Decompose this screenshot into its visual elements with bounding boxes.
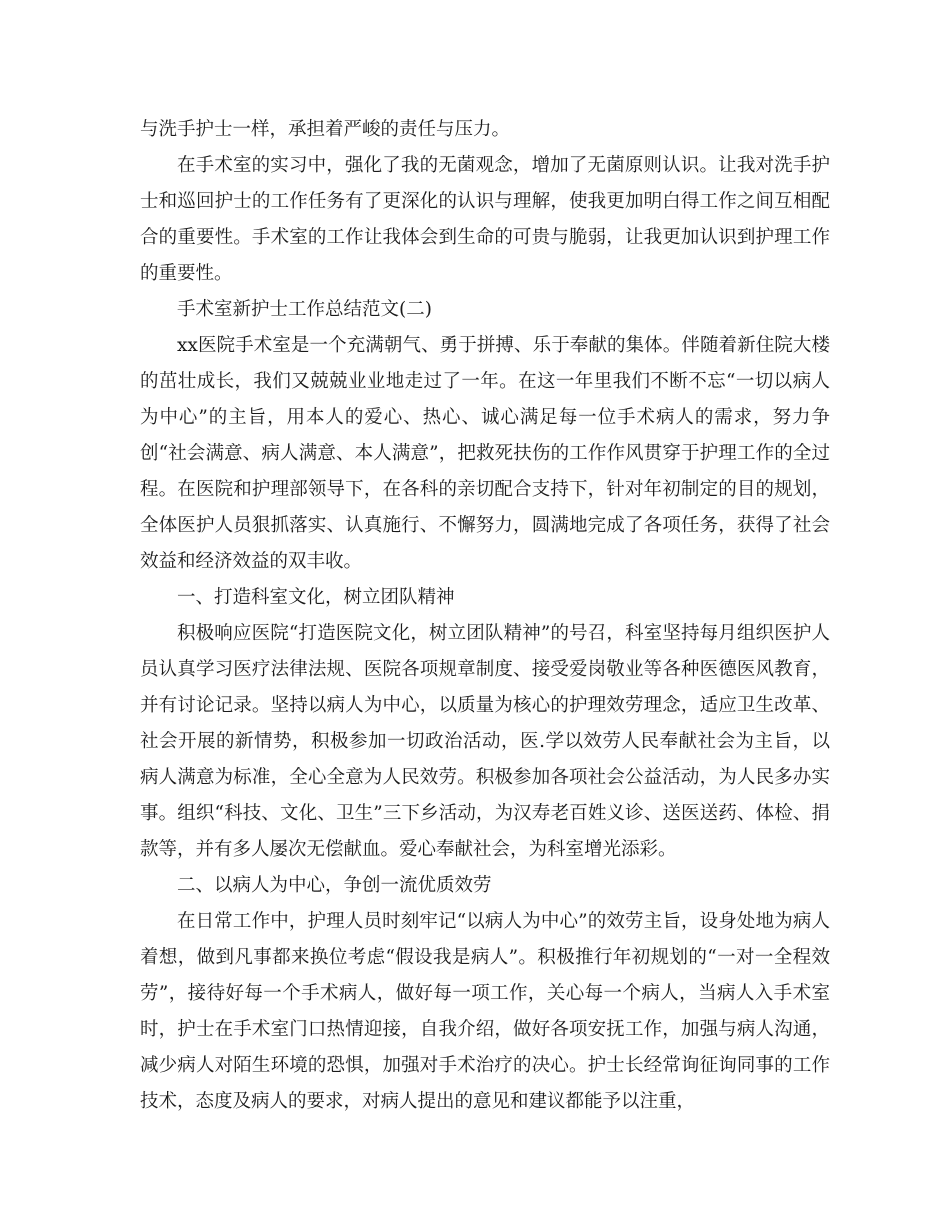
paragraph-internship-summary: 在手术室的实习中，强化了我的无菌观念，增加了无菌原则认识。让我对洗手护士和巡回护士的工作任务有了更深化的认识与理解，使我更加明白得工作之间互相配合的重要性。手术室的工作让我体会到生命的可贵与脆弱，让我更加认识到护理工作的重要性。	[140, 155, 830, 284]
paragraph-culture: 积极响应医院“打造医院文化，树立团队精神”的号召，科室坚持每月组织医护人员认真学习医疗法律法规、医院各项规章制度、接受爱岗敬业等各种医德医风教育，并有讨论记录。坚持以病人为中心，以质量为核心的护理效劳理念，适应卫生改革、社会开展的新情势，积极参加一切政治活动，医.学以效劳人民奉献社会为主旨，以病人满意为标准，全心全意为人民效劳。积极参加各项社会公益活动，为人民多办实事。组织“科技、文化、卫生”三下乡活动，为汉寿老百姓义诊、送医送药、体检、捐款等，并有多人屡次无偿献血。爱心奉献社会，为科室增光添彩。	[140, 623, 830, 860]
paragraph-department-intro: xx医院手术室是一个充满朝气、勇于拼搏、乐于奉献的集体。伴随着新住院大楼的茁壮成长，我们又兢兢业业地走过了一年。在这一年里我们不断不忘“一切以病人为中心”的主旨，用本人的爱心、热心、诚心满足每一位手术病人的需求，努力争创“社会满意、病人满意、本人满意”，把救死扶伤的工作作风贯穿于护理工作的全过程。在医院和护理部领导下，在各科的亲切配合支持下，针对年初制定的目的规划，全体医护人员狠抓落实、认真施行、不懈努力，圆满地完成了各项任务，获得了社会效益和经济效益的双丰收。	[140, 335, 830, 572]
paragraph-patient-centered: 在日常工作中，护理人员时刻牢记“以病人为中心”的效劳主旨，设身处地为病人着想，做到凡事都来换位考虑“假设我是病人”。积极推行年初规划的“一对一全程效劳”，接待好每一个手术病人，做好每一项工作，关心每一个病人，当病人入手术室时，护士在手术室门口热情迎接，自我介绍，做好各项安抚工作，加强与病人沟通，减少病人对陌生环境的恐惧，加强对手术治疗的决心。护士长经常询征询同事的工作技术，态度及病人的要求，对病人提出的意见和建议都能予以注重，	[140, 911, 830, 1112]
document-body	[140, 112, 830, 1120]
paragraph-continuation: 与洗手护士一样，承担着严峻的责任与压力。	[140, 119, 511, 140]
section-title: 手术室新护士工作总结范文(二)	[177, 299, 432, 320]
heading-patient-centered: 二、以病人为中心，争创一流优质效劳	[177, 875, 492, 896]
heading-culture: 一、打造科室文化，树立团队精神	[177, 587, 455, 608]
